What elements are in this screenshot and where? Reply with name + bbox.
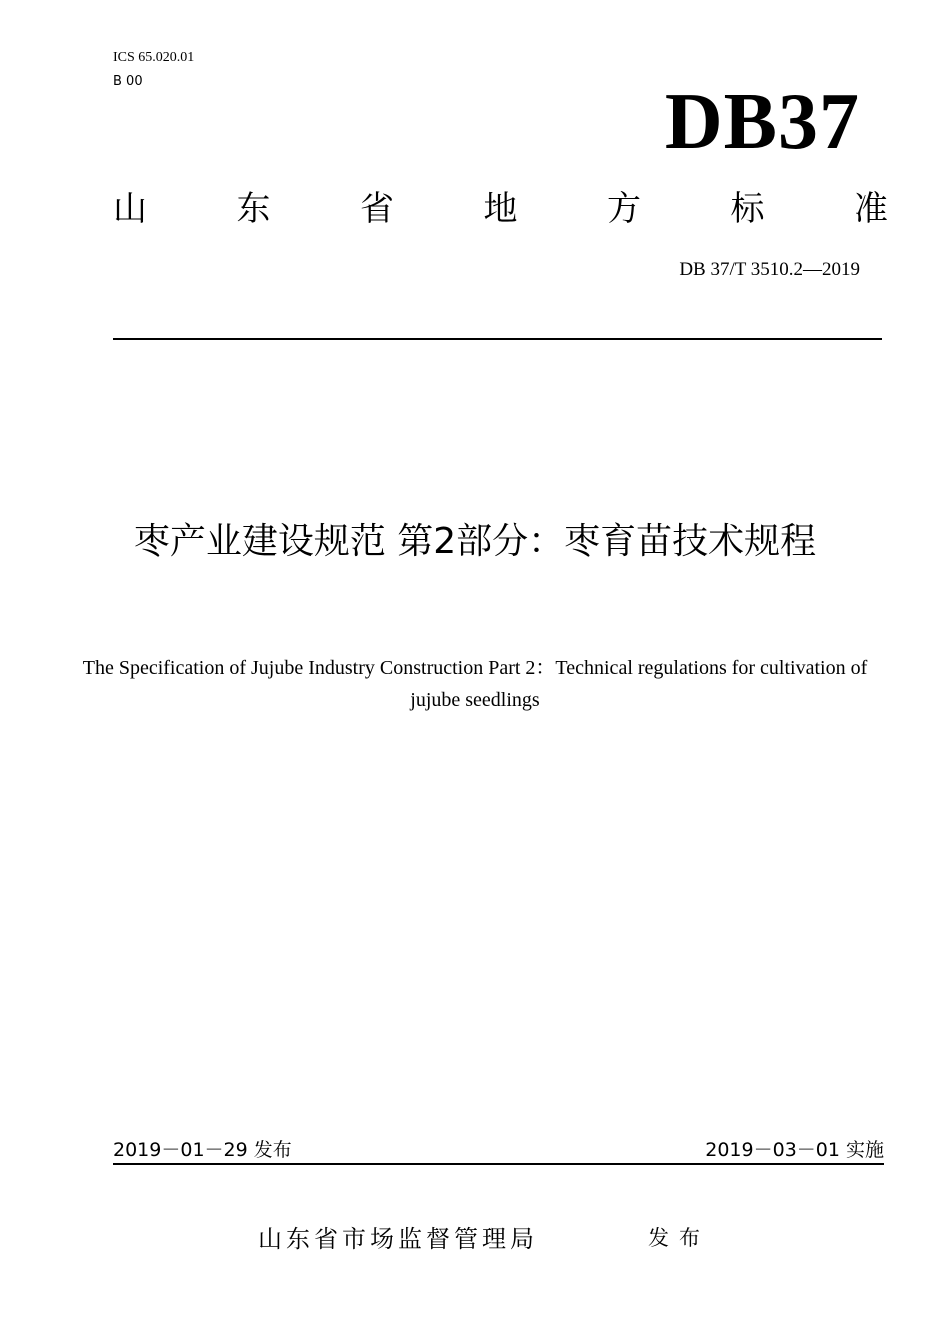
ccs-code: B 00: [113, 74, 143, 89]
standard-type-heading: [113, 188, 888, 230]
date-row: [113, 1136, 884, 1164]
standard-number: DB 37/T 3510.2—2019: [679, 259, 860, 280]
header-divider: [113, 338, 882, 340]
standard-type-char: 准: [854, 189, 888, 229]
issue-date: 2019－01－29 发布: [113, 1139, 292, 1161]
standard-mark: DB37: [664, 78, 860, 166]
document-title-english: The Specification of Jujube Industry Construction Part 2：Technical regulations for cultivation of jujube seedlings: [82, 657, 868, 711]
standard-type-char: 东: [236, 189, 271, 229]
standard-type-char: 方: [607, 189, 641, 229]
implementation-date: 2019－03－01 实施: [705, 1139, 884, 1161]
standard-type-char: 标: [730, 189, 765, 229]
date-divider: [113, 1163, 884, 1165]
standard-type-char: 山: [113, 189, 147, 229]
issuing-authority: 山东省市场监督管理局: [258, 1225, 538, 1253]
ics-code: ICS 65.020.01: [113, 50, 195, 65]
standard-type-char: 省: [360, 189, 394, 229]
document-title-chinese: 枣产业建设规范 第2部分：枣育苗技术规程: [133, 521, 817, 562]
standard-type-char: 地: [483, 189, 518, 229]
issue-label: 发布: [648, 1226, 710, 1250]
